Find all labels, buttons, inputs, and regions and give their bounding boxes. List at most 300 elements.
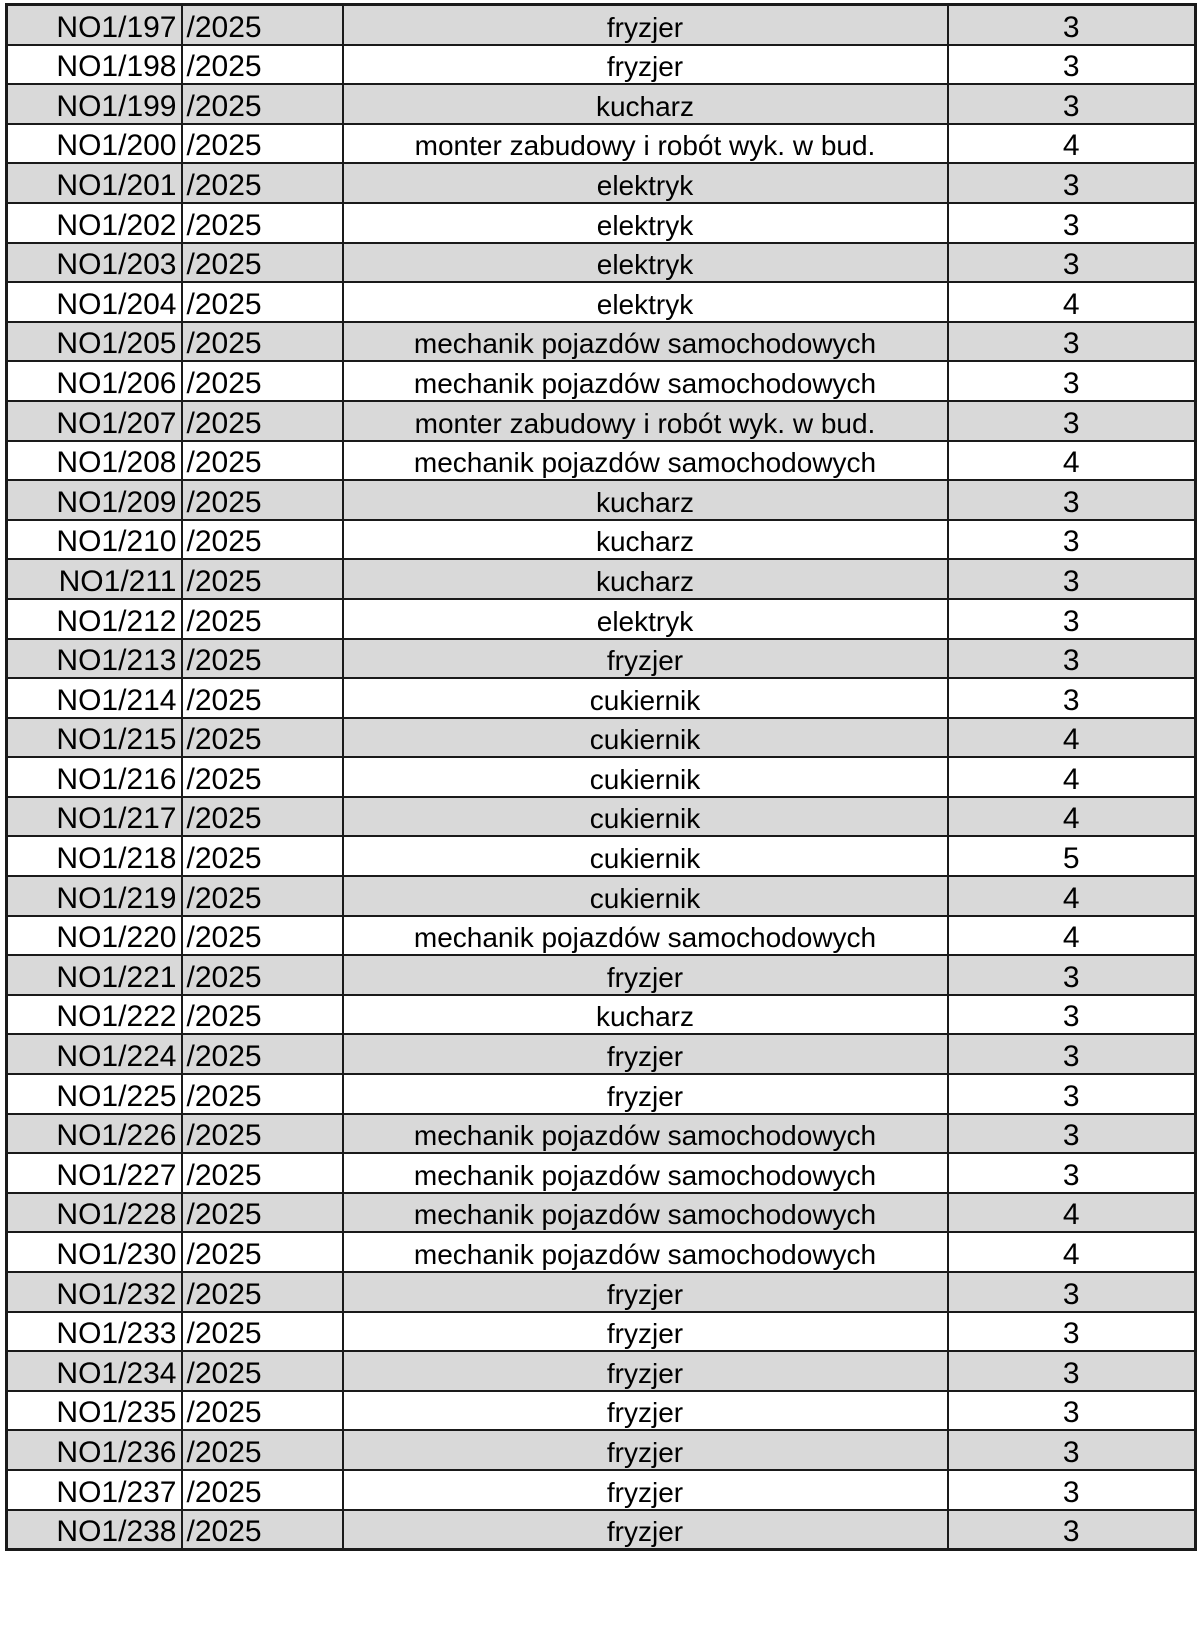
grade-cell — [948, 559, 1196, 599]
certificate-number-cell — [7, 361, 182, 401]
certificate-number-cell-text: NO1/198 — [56, 50, 177, 84]
profession-cell — [343, 520, 948, 560]
grade-cell — [948, 45, 1196, 85]
profession-cell-text: monter zabudowy i robót wyk. w bud. — [414, 130, 876, 162]
certificate-number-cell — [7, 916, 182, 956]
grade-cell-text: 4 — [1062, 129, 1080, 163]
grade-cell — [948, 401, 1196, 441]
profession-cell — [343, 1272, 948, 1312]
year-cell-text: /2025 — [186, 564, 262, 598]
grade-cell-text: 3 — [1062, 1356, 1080, 1390]
profession-cell-text: elektryk — [596, 209, 694, 241]
grade-cell-text: 3 — [1062, 683, 1080, 717]
certificate-number-cell — [7, 1114, 182, 1154]
certificate-number-cell — [7, 559, 182, 599]
grade-cell — [948, 243, 1196, 283]
table-row — [7, 718, 1196, 758]
certificate-number-cell — [7, 836, 182, 876]
certificate-number-cell-text: NO1/220 — [56, 921, 177, 955]
year-cell-text: /2025 — [186, 1475, 262, 1509]
year-cell — [182, 1074, 343, 1114]
year-cell — [182, 1193, 343, 1233]
grade-cell — [948, 1074, 1196, 1114]
table-row — [7, 441, 1196, 481]
certificate-number-cell-text: NO1/230 — [56, 1238, 177, 1271]
profession-cell-text: fryzjer — [606, 1476, 684, 1508]
year-cell-text: /2025 — [186, 1317, 262, 1351]
profession-cell-text: mechanik pojazdów samochodowych — [413, 1159, 877, 1191]
certificate-number-cell — [7, 1351, 182, 1391]
profession-cell-text: mechanik pojazdów samochodowych — [413, 922, 877, 954]
profession-cell-text: elektryk — [596, 249, 694, 281]
year-cell-text: /2025 — [186, 366, 262, 400]
year-cell-text: /2025 — [186, 1515, 262, 1549]
table-row — [7, 995, 1196, 1035]
table-row — [7, 401, 1196, 441]
grade-cell-text: 5 — [1062, 842, 1080, 876]
certificate-number-cell-text: NO1/206 — [56, 366, 177, 400]
year-cell — [182, 243, 343, 283]
grade-cell-text: 3 — [1062, 1396, 1080, 1430]
grade-cell — [948, 1312, 1196, 1352]
certificate-number-cell-text: NO1/201 — [56, 168, 177, 202]
table-row — [7, 322, 1196, 362]
profession-cell-text: cukiernik — [589, 724, 701, 756]
grade-cell — [948, 480, 1196, 520]
certificate-number-cell-text: NO1/224 — [56, 1040, 177, 1074]
grade-cell — [948, 599, 1196, 639]
grade-cell — [948, 678, 1196, 718]
grade-cell-text: 4 — [1062, 921, 1080, 955]
profession-cell-text: cukiernik — [589, 684, 701, 716]
year-cell-text: /2025 — [186, 1158, 262, 1192]
grade-cell-text: 4 — [1062, 723, 1080, 757]
certificate-number-cell-text: NO1/233 — [56, 1317, 177, 1351]
table-row — [7, 243, 1196, 283]
grade-cell-text: 3 — [1062, 208, 1080, 242]
grade-cell-text: 3 — [1062, 1515, 1080, 1549]
table-row — [7, 1114, 1196, 1154]
certificate-number-cell-text: NO1/215 — [56, 723, 177, 757]
table-row — [7, 916, 1196, 956]
certificate-number-cell-text: NO1/213 — [56, 644, 177, 678]
table-row — [7, 163, 1196, 203]
certificate-number-cell — [7, 995, 182, 1035]
year-cell — [182, 480, 343, 520]
profession-cell-text: mechanik pojazdów samochodowych — [413, 1239, 877, 1270]
year-cell-text: /2025 — [186, 604, 262, 638]
year-cell — [182, 678, 343, 718]
profession-cell-text: fryzjer — [606, 1397, 684, 1429]
grade-cell-text: 3 — [1062, 366, 1080, 400]
year-cell — [182, 361, 343, 401]
grade-cell-text: 3 — [1062, 604, 1080, 638]
certificate-number-cell — [7, 441, 182, 481]
year-cell-text: /2025 — [186, 1119, 262, 1153]
table-row — [7, 1510, 1196, 1550]
year-cell-text: /2025 — [186, 1000, 262, 1034]
table-row — [7, 1430, 1196, 1470]
profession-cell — [343, 599, 948, 639]
grade-cell — [948, 322, 1196, 362]
profession-cell — [343, 1193, 948, 1233]
year-cell — [182, 441, 343, 481]
year-cell — [182, 876, 343, 916]
certificate-number-cell — [7, 757, 182, 797]
profession-cell — [343, 559, 948, 599]
profession-cell — [343, 124, 948, 164]
certificate-number-cell — [7, 45, 182, 85]
table-row — [7, 124, 1196, 164]
table-row — [7, 1272, 1196, 1312]
table-row — [7, 1470, 1196, 1510]
grade-cell-text: 4 — [1062, 1198, 1080, 1232]
certificate-number-cell-text: NO1/217 — [56, 802, 177, 836]
profession-cell — [343, 1034, 948, 1074]
year-cell-text: /2025 — [186, 1396, 262, 1430]
certificate-number-cell — [7, 480, 182, 520]
table-row — [7, 1074, 1196, 1114]
certificate-number-cell — [7, 678, 182, 718]
profession-cell-text: cukiernik — [589, 763, 701, 795]
profession-cell — [343, 916, 948, 956]
year-cell-text: /2025 — [186, 762, 262, 796]
table-row — [7, 955, 1196, 995]
profession-cell-text: kucharz — [595, 1001, 695, 1033]
grade-cell — [948, 1351, 1196, 1391]
certificate-number-cell-text: NO1/208 — [56, 446, 177, 480]
grade-cell — [948, 1153, 1196, 1193]
certificate-number-cell — [7, 1034, 182, 1074]
profession-cell — [343, 441, 948, 481]
grade-cell-text: 4 — [1062, 802, 1080, 836]
year-cell-text: /2025 — [186, 683, 262, 717]
table-row — [7, 361, 1196, 401]
table-row — [7, 876, 1196, 916]
grade-cell — [948, 1430, 1196, 1470]
grade-cell-text: 3 — [1062, 89, 1080, 123]
profession-cell — [343, 797, 948, 837]
grade-cell-text: 4 — [1062, 287, 1080, 321]
certificate-number-cell-text: NO1/199 — [56, 89, 177, 123]
certificate-number-cell-text: NO1/238 — [56, 1515, 177, 1549]
table-row — [7, 836, 1196, 876]
table-row — [7, 1391, 1196, 1431]
profession-cell — [343, 1510, 948, 1550]
grade-cell — [948, 203, 1196, 243]
certificate-number-cell-text: NO1/197 — [56, 10, 177, 44]
grade-cell-text: 3 — [1062, 248, 1080, 282]
profession-cell-text: fryzjer — [606, 1318, 684, 1350]
profession-cell — [343, 639, 948, 679]
grade-cell — [948, 916, 1196, 956]
year-cell — [182, 1114, 343, 1154]
certificate-number-cell-text: NO1/209 — [56, 485, 177, 519]
grade-cell — [948, 124, 1196, 164]
certificate-number-cell-text: NO1/219 — [56, 881, 177, 915]
year-cell-text: /2025 — [186, 89, 262, 123]
certificate-number-cell — [7, 1193, 182, 1233]
grade-cell-text: 3 — [1062, 644, 1080, 678]
certificate-number-cell — [7, 124, 182, 164]
profession-cell-text: mechanik pojazdów samochodowych — [413, 1199, 877, 1231]
certificate-number-cell — [7, 203, 182, 243]
certificate-number-cell — [7, 5, 182, 45]
profession-cell-text: mechanik pojazdów samochodowych — [413, 328, 877, 360]
certificate-number-cell-text: NO1/207 — [56, 406, 177, 440]
grade-cell — [948, 1193, 1196, 1233]
certificate-number-cell-text: NO1/226 — [56, 1119, 177, 1153]
grade-cell-text: 3 — [1062, 327, 1080, 361]
year-cell-text: /2025 — [186, 1356, 262, 1390]
year-cell-text: /2025 — [186, 287, 262, 321]
year-cell-text: /2025 — [186, 1277, 262, 1311]
grade-cell — [948, 282, 1196, 322]
certificate-number-cell-text: NO1/212 — [56, 604, 177, 638]
table-row — [7, 480, 1196, 520]
year-cell-text: /2025 — [186, 842, 262, 876]
profession-cell — [343, 5, 948, 45]
year-cell — [182, 322, 343, 362]
profession-cell-text: kucharz — [595, 526, 695, 558]
table-row — [7, 5, 1196, 45]
grade-cell — [948, 797, 1196, 837]
grade-cell — [948, 955, 1196, 995]
year-cell-text: /2025 — [186, 960, 262, 994]
profession-cell — [343, 836, 948, 876]
profession-cell-text: kucharz — [595, 90, 695, 122]
profession-cell — [343, 401, 948, 441]
grade-cell — [948, 757, 1196, 797]
profession-cell-text: fryzjer — [606, 1357, 684, 1389]
profession-cell — [343, 243, 948, 283]
profession-cell — [343, 203, 948, 243]
grade-cell-text: 3 — [1062, 1435, 1080, 1469]
year-cell-text: /2025 — [186, 208, 262, 242]
grade-cell — [948, 1114, 1196, 1154]
grade-cell — [948, 1232, 1196, 1272]
year-cell — [182, 520, 343, 560]
profession-cell — [343, 480, 948, 520]
profession-cell-text: mechanik pojazdów samochodowych — [413, 447, 877, 479]
grade-cell-text: 4 — [1062, 762, 1080, 796]
certificate-number-cell — [7, 639, 182, 679]
year-cell — [182, 836, 343, 876]
grade-cell — [948, 441, 1196, 481]
grade-cell-text: 3 — [1062, 1119, 1080, 1153]
certificate-number-cell-text: NO1/200 — [56, 129, 177, 163]
certificate-number-cell-text: NO1/216 — [56, 762, 177, 796]
certificate-number-cell — [7, 401, 182, 441]
profession-cell — [343, 1232, 948, 1272]
year-cell-text: /2025 — [186, 881, 262, 915]
profession-cell — [343, 1114, 948, 1154]
profession-cell-text: elektryk — [596, 605, 694, 637]
year-cell — [182, 163, 343, 203]
grade-cell — [948, 520, 1196, 560]
year-cell — [182, 1351, 343, 1391]
profession-cell-text: monter zabudowy i robót wyk. w bud. — [414, 407, 876, 439]
grade-cell — [948, 5, 1196, 45]
table-row — [7, 559, 1196, 599]
profession-cell — [343, 718, 948, 758]
grade-cell — [948, 995, 1196, 1035]
certificate-number-cell-text: NO1/222 — [56, 1000, 177, 1034]
grade-cell — [948, 1470, 1196, 1510]
table-row — [7, 1351, 1196, 1391]
table-row — [7, 84, 1196, 124]
year-cell-text: /2025 — [186, 129, 262, 163]
certificate-number-cell-text: NO1/225 — [56, 1079, 177, 1113]
certificate-number-cell-text: NO1/237 — [56, 1475, 177, 1509]
year-cell-text: /2025 — [186, 327, 262, 361]
year-cell-text: /2025 — [186, 50, 262, 84]
grade-cell-text: 3 — [1062, 1277, 1080, 1311]
profession-cell — [343, 757, 948, 797]
table-row — [7, 757, 1196, 797]
results-table-body — [7, 5, 1196, 1550]
grade-cell — [948, 1391, 1196, 1431]
certificate-number-cell — [7, 322, 182, 362]
year-cell — [182, 203, 343, 243]
year-cell — [182, 84, 343, 124]
grade-cell-text: 4 — [1062, 446, 1080, 480]
year-cell — [182, 995, 343, 1035]
certificate-number-cell — [7, 797, 182, 837]
certificate-number-cell — [7, 1430, 182, 1470]
certificate-number-cell — [7, 1510, 182, 1550]
profession-cell — [343, 1074, 948, 1114]
grade-cell — [948, 876, 1196, 916]
grade-cell-text: 4 — [1062, 1238, 1080, 1271]
year-cell-text: /2025 — [186, 525, 262, 559]
year-cell — [182, 1272, 343, 1312]
year-cell — [182, 282, 343, 322]
year-cell — [182, 5, 343, 45]
year-cell-text: /2025 — [186, 10, 262, 44]
profession-cell — [343, 361, 948, 401]
certificate-number-cell-text: NO1/236 — [56, 1435, 177, 1469]
profession-cell-text: fryzjer — [606, 1080, 684, 1112]
table-row — [7, 599, 1196, 639]
grade-cell-text: 3 — [1062, 168, 1080, 202]
table-row — [7, 1232, 1196, 1272]
profession-cell-text: fryzjer — [606, 1436, 684, 1468]
profession-cell — [343, 876, 948, 916]
profession-cell — [343, 282, 948, 322]
grade-cell-text: 3 — [1062, 525, 1080, 559]
table-row — [7, 678, 1196, 718]
profession-cell-text: cukiernik — [589, 882, 701, 914]
profession-cell — [343, 678, 948, 718]
profession-cell-text: fryzjer — [606, 645, 684, 677]
year-cell-text: /2025 — [186, 446, 262, 480]
year-cell — [182, 1510, 343, 1550]
grade-cell — [948, 1034, 1196, 1074]
certificate-number-cell — [7, 84, 182, 124]
year-cell — [182, 639, 343, 679]
year-cell-text: /2025 — [186, 1238, 262, 1271]
grade-cell-text: 3 — [1062, 1475, 1080, 1509]
certificate-number-cell — [7, 282, 182, 322]
grade-cell-text: 3 — [1062, 1040, 1080, 1074]
profession-cell-text: fryzjer — [606, 11, 684, 43]
profession-cell-text: fryzjer — [606, 961, 684, 993]
certificate-number-cell — [7, 1470, 182, 1510]
year-cell — [182, 124, 343, 164]
year-cell — [182, 916, 343, 956]
table-row — [7, 203, 1196, 243]
year-cell — [182, 45, 343, 85]
certificate-number-cell — [7, 163, 182, 203]
profession-cell-text: elektryk — [596, 169, 694, 201]
grade-cell — [948, 836, 1196, 876]
year-cell — [182, 757, 343, 797]
profession-cell — [343, 1153, 948, 1193]
certificate-number-cell-text: NO1/210 — [56, 525, 177, 559]
certificate-number-cell — [7, 1391, 182, 1431]
year-cell-text: /2025 — [186, 1435, 262, 1469]
certificate-number-cell — [7, 599, 182, 639]
year-cell-text: /2025 — [186, 921, 262, 955]
table-row — [7, 1193, 1196, 1233]
year-cell — [182, 1034, 343, 1074]
certificate-number-cell — [7, 243, 182, 283]
year-cell-text: /2025 — [186, 802, 262, 836]
profession-cell — [343, 1351, 948, 1391]
grade-cell — [948, 1510, 1196, 1550]
year-cell — [182, 797, 343, 837]
grade-cell-text: 3 — [1062, 1158, 1080, 1192]
table-row — [7, 45, 1196, 85]
table-row — [7, 797, 1196, 837]
year-cell — [182, 955, 343, 995]
profession-cell-text: mechanik pojazdów samochodowych — [413, 1120, 877, 1152]
certificate-number-cell-text: NO1/232 — [56, 1277, 177, 1311]
profession-cell — [343, 1430, 948, 1470]
table-row — [7, 520, 1196, 560]
certificate-number-cell-text: NO1/204 — [56, 287, 177, 321]
year-cell — [182, 1232, 343, 1272]
certificate-number-cell — [7, 718, 182, 758]
certificate-number-cell-text: NO1/205 — [56, 327, 177, 361]
profession-cell-text: fryzjer — [606, 1041, 684, 1073]
profession-cell-text: cukiernik — [589, 843, 701, 875]
certificate-number-cell-text: NO1/228 — [56, 1198, 177, 1232]
year-cell — [182, 718, 343, 758]
year-cell-text: /2025 — [186, 644, 262, 678]
profession-cell-text: cukiernik — [589, 803, 701, 835]
table-row — [7, 1153, 1196, 1193]
certificate-number-cell — [7, 1232, 182, 1272]
certificate-number-cell — [7, 955, 182, 995]
profession-cell-text: kucharz — [595, 565, 695, 597]
grade-cell-text: 3 — [1062, 485, 1080, 519]
table-row — [7, 639, 1196, 679]
certificate-number-cell — [7, 1074, 182, 1114]
year-cell-text: /2025 — [186, 1040, 262, 1074]
certificate-number-cell-text: NO1/234 — [56, 1356, 177, 1390]
grade-cell — [948, 639, 1196, 679]
grade-cell-text: 3 — [1062, 1079, 1080, 1113]
profession-cell — [343, 995, 948, 1035]
certificate-number-cell-text: NO1/235 — [56, 1396, 177, 1430]
grade-cell-text: 3 — [1062, 1317, 1080, 1351]
certificate-number-cell-text: NO1/227 — [56, 1158, 177, 1192]
grade-cell-text: 3 — [1062, 10, 1080, 44]
year-cell-text: /2025 — [186, 1079, 262, 1113]
certificate-number-cell — [7, 1153, 182, 1193]
